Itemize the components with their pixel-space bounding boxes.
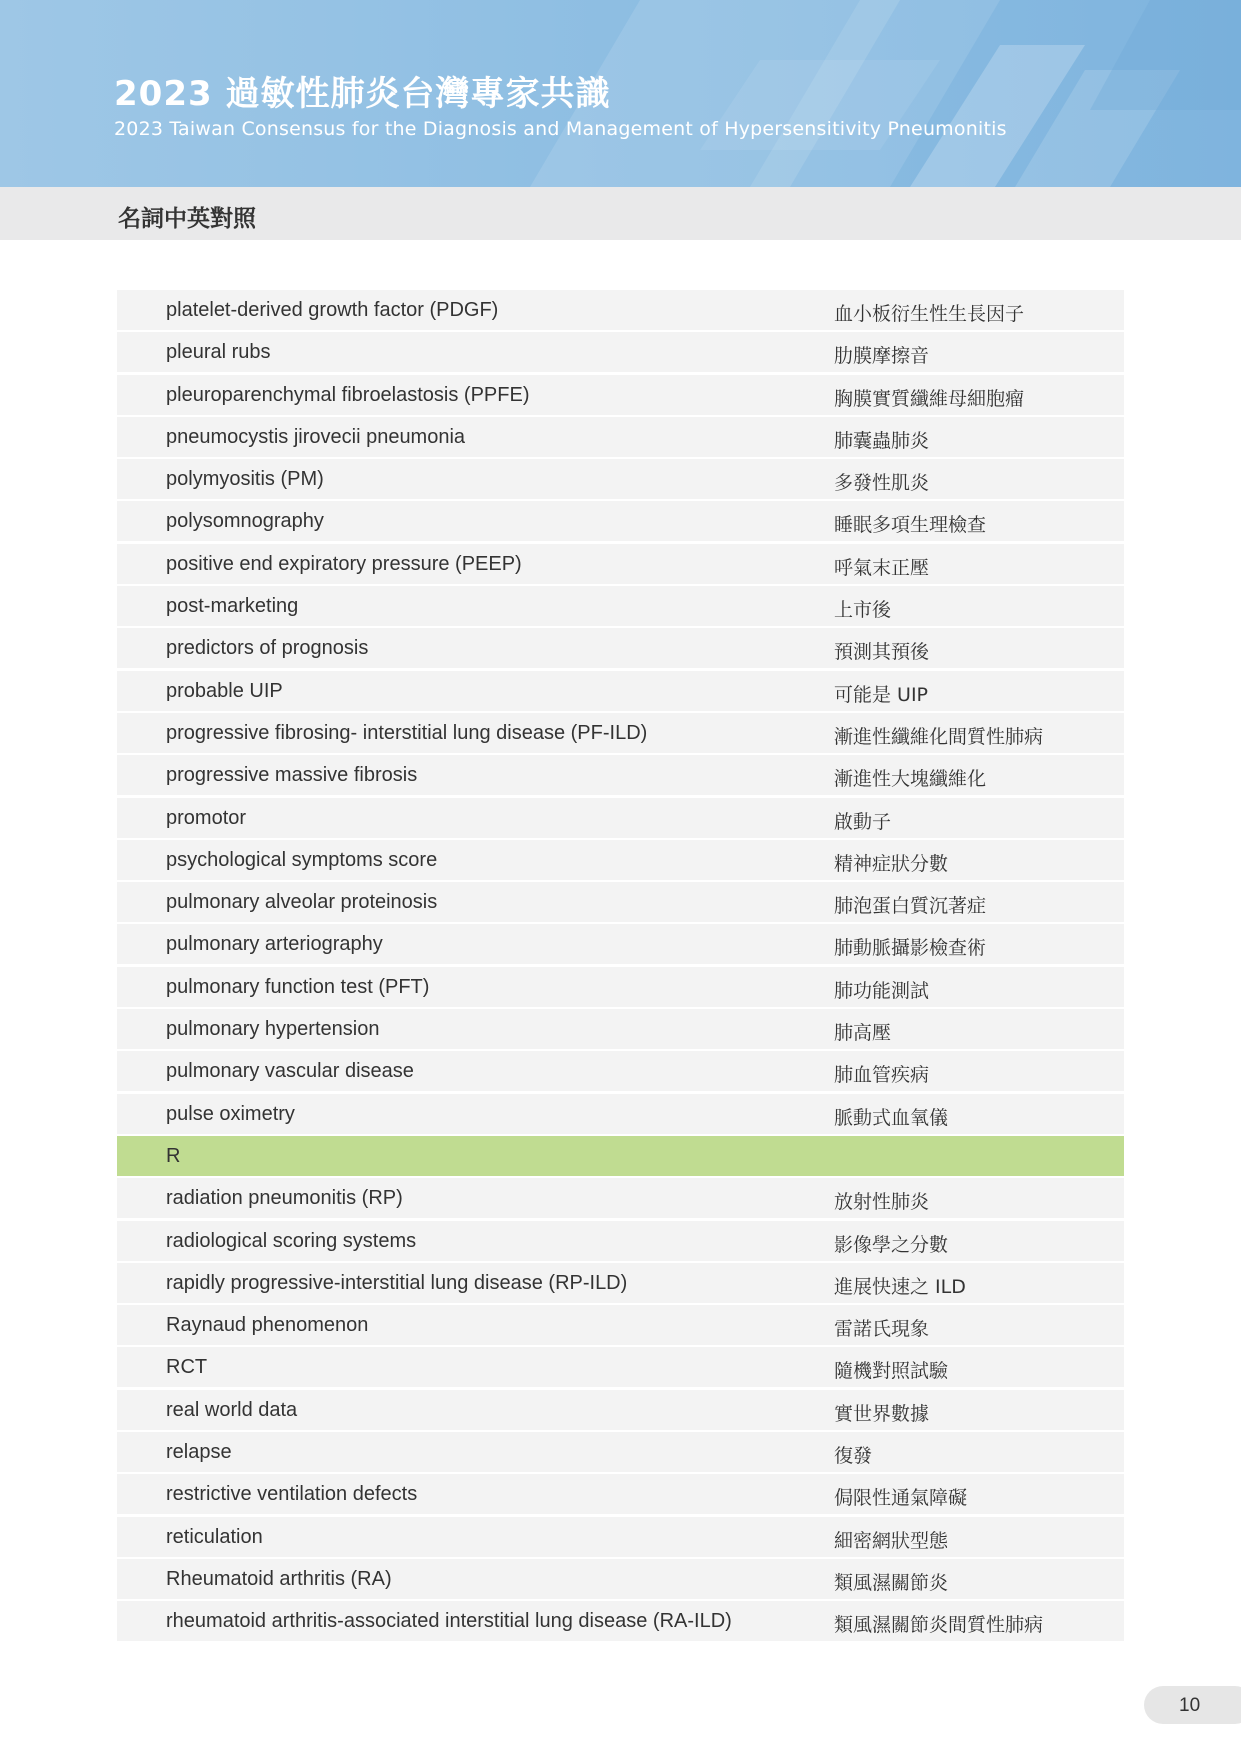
glossary-row [117,417,1124,457]
chinese-term: 啟動子 [834,810,892,833]
glossary-row [117,1178,1124,1218]
english-term: post-marketing [166,595,299,618]
section-header [0,187,1241,240]
english-term: rheumatoid arthritis-associated interstitial lung disease (RA-ILD) [166,1610,732,1633]
chinese-term: 類風濕關節炎 [834,1571,949,1594]
english-term: pulmonary vascular disease [166,1060,414,1083]
english-term: platelet-derived growth factor (PDGF) [166,299,499,321]
chinese-term: 放射性肺炎 [834,1191,930,1214]
chinese-term: 多發性肌炎 [834,472,930,495]
chinese-term: 肋膜摩擦音 [834,345,930,368]
english-term: radiological scoring systems [166,1229,417,1252]
chinese-term: 肺功能測試 [834,979,930,1002]
glossary-row [117,713,1124,753]
english-term: pneumocystis jirovecii pneumonia [166,425,466,448]
glossary-row [117,1347,1124,1387]
english-term: pulmonary alveolar proteinosis [166,891,438,914]
glossary-row [117,1305,1124,1345]
glossary-row [117,1051,1124,1091]
chinese-term: 精神症狀分數 [834,852,949,875]
glossary-row [117,882,1124,922]
glossary-row [117,798,1124,838]
page-number-badge [1144,1686,1241,1724]
section-title: 名詞中英對照 [118,206,256,232]
chinese-term: 進展快速之 ILD [834,1275,966,1298]
english-term: pleural rubs [166,341,271,364]
english-term: progressive massive fibrosis [166,764,418,787]
glossary-row [117,290,1124,330]
english-term: Rheumatoid arthritis (RA) [166,1567,392,1590]
english-term: polysomnography [166,510,324,533]
page-subtitle: 2023 Taiwan Consensus for the Diagnosis and Management of Hypersensitivity Pneumonitis [114,118,1007,140]
glossary-row [117,1390,1124,1430]
chinese-term: 影像學之分數 [834,1233,949,1256]
chinese-term: 隨機對照試驗 [834,1360,949,1383]
chinese-term: 肺血管疾病 [834,1064,930,1087]
english-term: pulmonary hypertension [166,1018,380,1041]
glossary-row [117,1474,1124,1514]
glossary-row [117,332,1124,372]
glossary-row [117,967,1124,1007]
english-term: pulmonary function test (PFT) [166,975,430,998]
glossary-row [117,1559,1124,1599]
glossary-table [117,290,1124,1644]
chinese-term: 預測其預後 [834,641,930,664]
glossary-row [117,1263,1124,1303]
letter-heading: R [166,1144,181,1167]
glossary-row [117,586,1124,626]
glossary-row [117,501,1124,541]
chinese-term: 復發 [834,1445,873,1468]
english-term: reticulation [166,1525,263,1548]
english-term: rapidly progressive-interstitial lung disease (RP-ILD) [166,1271,628,1294]
chinese-term: 類風濕關節炎間質性肺病 [834,1614,1044,1637]
english-term: promotor [166,806,247,829]
english-term: pleuroparenchymal fibroelastosis (PPFE) [166,383,530,406]
english-term: polymyositis (PM) [166,468,324,491]
glossary-row [117,375,1124,415]
glossary-row [117,459,1124,499]
chinese-term: 實世界數據 [834,1402,930,1425]
glossary-row [117,1094,1124,1134]
english-term: pulse oximetry [166,1102,295,1125]
english-term: positive end expiratory pressure (PEEP) [166,552,522,575]
chinese-term: 肺高壓 [834,1022,892,1045]
header-banner [0,0,1241,187]
letter-divider-row [117,1136,1124,1176]
glossary-row [117,1432,1124,1472]
glossary-row [117,1601,1124,1641]
chinese-term: 肺泡蛋白質沉著症 [834,895,987,918]
glossary-row [117,1517,1124,1557]
english-term: real world data [166,1398,298,1421]
chinese-term: 上市後 [834,599,892,622]
chinese-term: 脈動式血氧儀 [834,1106,949,1129]
chinese-term: 可能是 UIP [834,683,929,706]
glossary-row [117,924,1124,964]
page-number: 10 [1179,1695,1201,1716]
english-term: psychological symptoms score [166,848,438,871]
glossary-row [117,544,1124,584]
glossary-row [117,671,1124,711]
glossary-row [117,1221,1124,1261]
english-term: radiation pneumonitis (RP) [166,1187,403,1210]
chinese-term: 呼氣末正壓 [834,556,930,579]
chinese-term: 血小板衍生性生長因子 [834,303,1025,325]
glossary-row [117,755,1124,795]
chinese-term: 細密網狀型態 [834,1529,949,1552]
chinese-term: 雷諾氏現象 [834,1318,930,1341]
glossary-row [117,840,1124,880]
english-term: probable UIP [166,679,283,702]
english-term: restrictive ventilation defects [166,1483,418,1506]
chinese-term: 肺囊蟲肺炎 [834,429,930,452]
page-title: 2023 過敏性肺炎台灣專家共識 [114,74,611,114]
chinese-term: 睡眠多項生理檢查 [834,514,987,537]
chinese-term: 胸膜實質纖維母細胞瘤 [834,387,1025,410]
english-term: Raynaud phenomenon [166,1314,369,1337]
chinese-term: 侷限性通氣障礙 [834,1487,968,1510]
english-term: relapse [166,1441,232,1464]
chinese-term: 漸進性大塊纖維化 [834,768,987,791]
glossary-row [117,628,1124,668]
english-term: predictors of prognosis [166,637,369,660]
glossary-row [117,1009,1124,1049]
english-term: pulmonary arteriography [166,933,383,956]
english-term: RCT [166,1356,208,1379]
english-term: progressive fibrosing- interstitial lung disease (PF-ILD) [166,721,648,744]
chinese-term: 肺動脈攝影檢查術 [834,937,987,960]
chinese-term: 漸進性纖維化間質性肺病 [834,725,1044,748]
